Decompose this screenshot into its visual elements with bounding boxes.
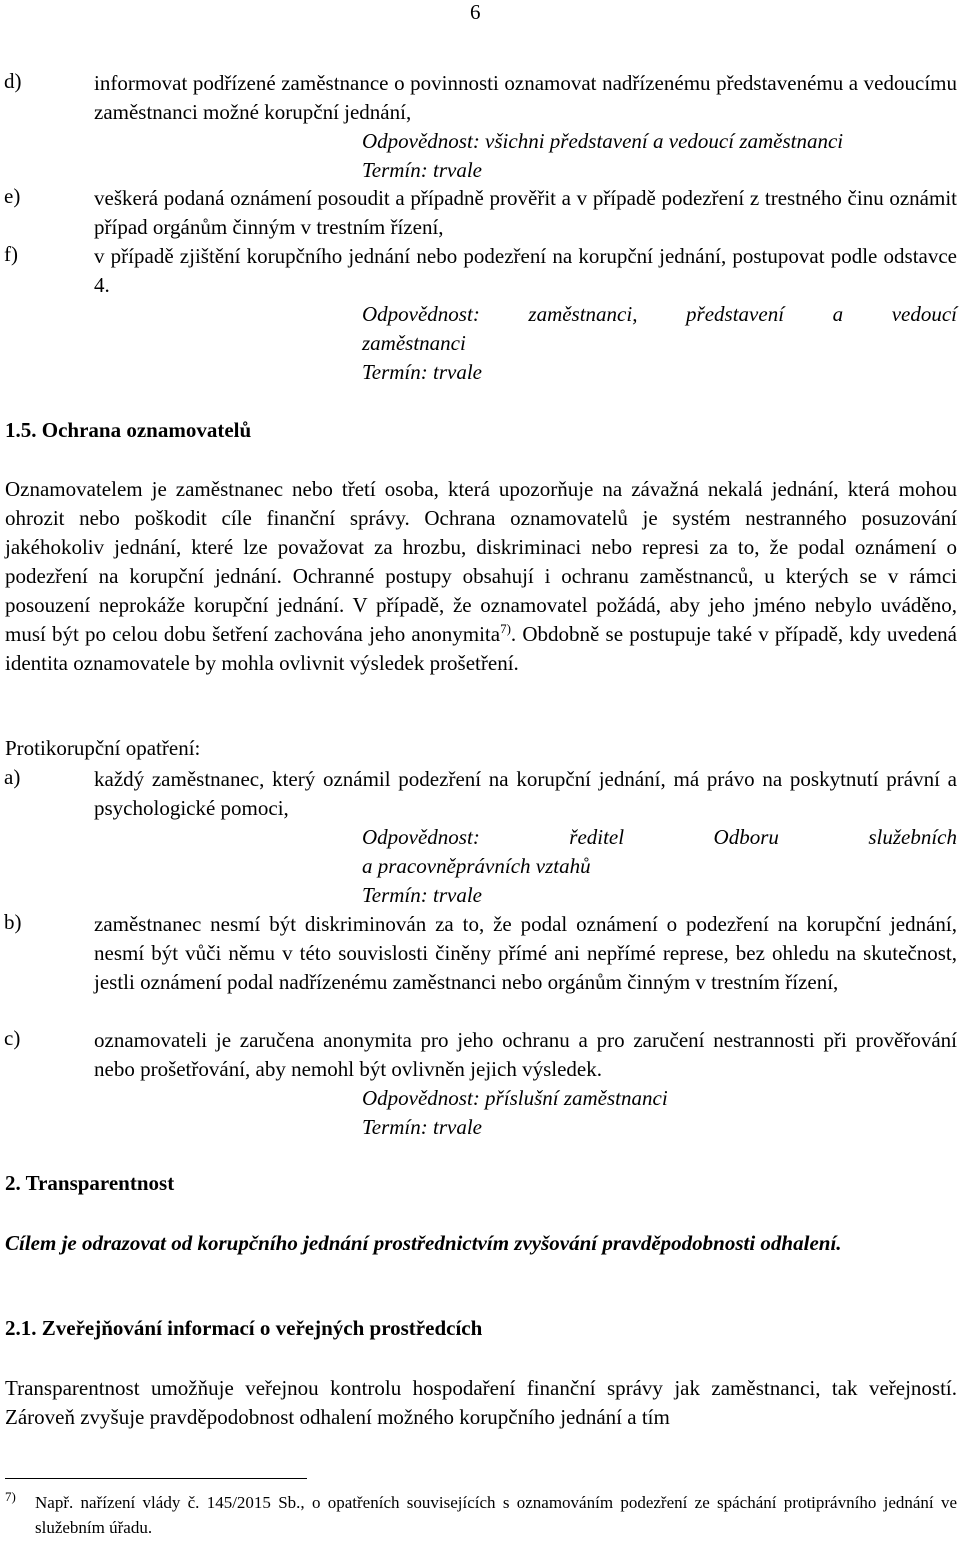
paragraph-text: Oznamovatelem je zaměstnanec nebo třetí osoba, která upozorňuje na závažná nekalá jednání, která mohou ohrozit nebo poškodit cíle finanční správy. Ochrana oznamovatelů je systém nestranného posuzování jakéhokoliv jednání, které lze považovat za hrozbu, diskriminaci nebo represi za to, že podal oznámení o podezření na korupční jednání. Ochranné postupy obsahují i ochranu zaměstnanců, u kterých se v rámci posouzení neprokáže korupční jednání. V případě, že oznamovatel požádá, aby jeho jméno nebylo uváděno, musí být po celou dobu šetření zachována jeho anonymita xyxy=(5,477,957,646)
list-item-a xyxy=(4,765,957,823)
list-item-text: oznamovateli je zaručena anonymita pro jeho ochranu a pro zaručení nestrannosti při prověřování nebo prošetřování, aby nemohl být ovlivněn jejich výsledek. xyxy=(94,1028,957,1081)
list-item-label: f) xyxy=(4,242,18,266)
page-number: 6 xyxy=(470,0,481,24)
list-item-text: informovat podřízené zaměstnance o povinnosti oznamovat nadřízenému představenému a vedoucímu zaměstnanci možné korupční jednání, xyxy=(94,71,957,124)
list-item-text: zaměstnanec nesmí být diskriminován za to, že podal oznámení o podezření na korupční jednání, nesmí být vůči němu v této souvislosti činěny přímé ani nepřímé represe, bez ohledu na skutečnost, jestli oznámení podal nadřízenému zaměstnanci nebo orgánům činným v trestním řízení, xyxy=(94,912,957,994)
responsibility-block-f xyxy=(362,300,957,387)
list-item-d xyxy=(4,69,957,127)
list-item-text: každý zaměstnanec, který oznámil podezření na korupční jednání, má právo na poskytnutí právní a psychologické pomoci, xyxy=(94,767,957,820)
list-item-label: e) xyxy=(4,184,21,208)
footnote-ref: 7) xyxy=(500,621,511,636)
list-item-label: d) xyxy=(4,69,22,93)
footnote-marker: 7) xyxy=(5,1489,16,1504)
paragraph-whistleblower xyxy=(5,475,957,678)
list-item-e xyxy=(4,184,957,242)
list-item-text: v případě zjištění korupčního jednání nebo podezření na korupční jednání, postupovat podle odstavce 4. xyxy=(94,244,957,297)
list-item-label: c) xyxy=(4,1026,21,1050)
measures-heading: Protikorupční opatření: xyxy=(5,736,201,760)
responsibility-line-cont: zaměstnanci xyxy=(362,331,466,355)
responsibility-line: Odpovědnost: zaměstnanci, představení a vedoucí xyxy=(362,302,957,326)
goal-statement: Cílem je odrazovat od korupčního jednání prostřednictvím zvyšování pravděpodobnosti odhalení. xyxy=(5,1231,842,1255)
responsibility-line: Odpovědnost: ředitel Odboru služebních xyxy=(362,825,957,849)
list-item-label: b) xyxy=(4,910,22,934)
deadline-line: Termín: trvale xyxy=(362,360,482,384)
paragraph-transparency: Transparentnost umožňuje veřejnou kontrolu hospodaření finanční správy jak zaměstnanci, tak veřejností. Zároveň zvyšuje pravděpodobnost odhalení možného korupčního jednání a tím xyxy=(5,1376,957,1429)
footnote xyxy=(5,1490,957,1540)
section-heading-1-5: 1.5. Ochrana oznamovatelů xyxy=(5,418,252,442)
section-heading-2: 2. Transparentnost xyxy=(5,1171,175,1195)
list-item-c xyxy=(4,1026,957,1084)
responsibility-line: Odpovědnost: všichni představení a vedoucí zaměstnanci xyxy=(362,129,844,153)
responsibility-block-c xyxy=(362,1084,957,1142)
footnote-text: Např. nařízení vlády č. 145/2015 Sb., o opatřeních souvisejících s oznamováním podezření ze spáchání protiprávního jednání ve služebním úřadu. xyxy=(35,1493,957,1537)
responsibility-line-cont: a pracovněprávních vztahů xyxy=(362,854,591,878)
responsibility-block-d xyxy=(362,127,957,185)
list-item-label: a) xyxy=(4,765,21,789)
section-heading-2-1: 2.1. Zveřejňování informací o veřejných prostředcích xyxy=(5,1316,483,1340)
footnote-separator xyxy=(5,1478,307,1479)
list-item-text: veškerá podaná oznámení posoudit a případně prověřit a v případě podezření z trestného činu oznámit případ orgánům činným v trestním řízení, xyxy=(94,186,957,239)
list-item-b xyxy=(4,910,957,997)
responsibility-line: Odpovědnost: příslušní zaměstnanci xyxy=(362,1086,668,1110)
deadline-line: Termín: trvale xyxy=(362,1115,482,1139)
responsibility-block-a xyxy=(362,823,957,910)
deadline-line: Termín: trvale xyxy=(362,883,482,907)
deadline-line: Termín: trvale xyxy=(362,158,482,182)
list-item-f xyxy=(4,242,957,300)
paragraph-text-tail: . Obdobně se postupuje také v případě, kdy uvedená identita oznamovatele by mohla ovlivnit výsledek prošetření. xyxy=(5,622,957,675)
